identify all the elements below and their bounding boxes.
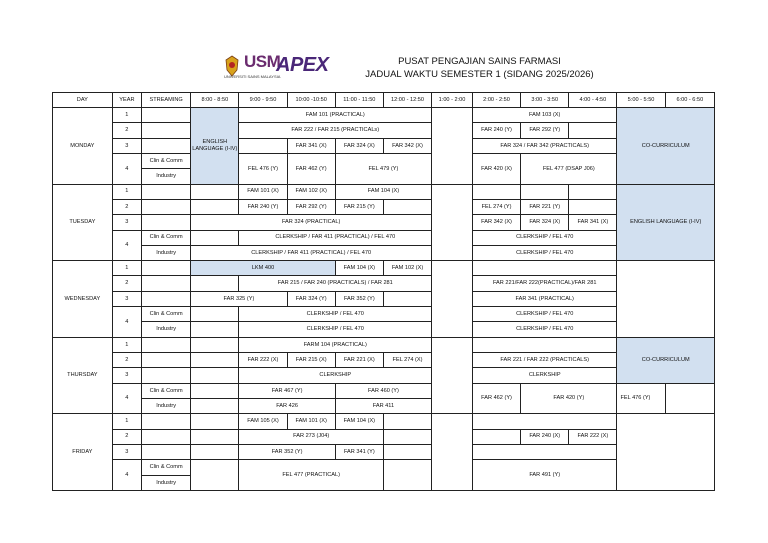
tuesday-year3-row bbox=[53, 215, 715, 230]
thursday-year2-row bbox=[53, 353, 715, 368]
empty-cell bbox=[191, 337, 239, 352]
thursday-year1-row bbox=[53, 337, 715, 352]
friday-year1-row bbox=[53, 414, 715, 429]
stream-cell bbox=[142, 276, 191, 291]
class-cell: FAR 222 (X) bbox=[239, 353, 287, 368]
day-label: THURSDAY bbox=[53, 337, 113, 414]
empty-cell bbox=[472, 337, 617, 352]
tuesday-year1-row bbox=[53, 184, 715, 199]
empty-cell bbox=[191, 460, 239, 491]
class-cell: FARM 104 (PRACTICAL) bbox=[239, 337, 432, 352]
col-header: 12:00 - 12:50 bbox=[383, 93, 431, 108]
class-cell: CLERKSHIP bbox=[239, 368, 432, 383]
class-cell: FAM 101 (X) bbox=[287, 414, 335, 429]
col-header: 10:00 -10:50 bbox=[287, 93, 335, 108]
lunch-cell bbox=[432, 337, 473, 414]
empty-cell bbox=[191, 230, 239, 245]
class-cell: FAM 104 (X) bbox=[335, 414, 383, 429]
class-cell: FEL 479 (Y) bbox=[335, 153, 431, 184]
class-cell: FEL 274 (X) bbox=[383, 353, 431, 368]
empty-cell bbox=[472, 184, 520, 199]
col-header: 1:00 - 2:00 bbox=[432, 93, 473, 108]
class-cell: FAR 221 / FAR 222 (PRACTICALS) bbox=[472, 353, 617, 368]
col-header: 2:00 - 2:50 bbox=[472, 93, 520, 108]
lunch-cell bbox=[432, 108, 473, 185]
class-cell: FAR 215 (Y) bbox=[335, 199, 383, 214]
stream-cell: Industry bbox=[142, 475, 191, 491]
stream-cell bbox=[142, 199, 191, 214]
class-cell: FAR 215 / FAR 240 (PRACTICALS) / FAR 281 bbox=[239, 276, 432, 291]
class-cell: FAR 325 (Y) bbox=[191, 291, 287, 306]
wednesday-year3-row bbox=[53, 291, 715, 306]
year-cell: 1 bbox=[112, 108, 141, 123]
class-cell: CLERKSHIP / FAR 411 (PRACTICAL) / FEL 470 bbox=[191, 245, 432, 260]
year-cell: 4 bbox=[112, 307, 141, 338]
english-language-block: ENGLISH LANGUAGE (I-IV) bbox=[191, 108, 239, 185]
stream-cell bbox=[142, 123, 191, 138]
empty-cell bbox=[191, 307, 239, 322]
class-cell: FAR 292 (Y) bbox=[287, 199, 335, 214]
logos bbox=[220, 52, 345, 84]
tuesday-year4-industry-row bbox=[53, 245, 715, 260]
friday-year4-clin-row bbox=[53, 460, 715, 475]
stream-cell bbox=[142, 414, 191, 429]
class-cell: FAM 104 (X) bbox=[335, 261, 383, 276]
class-cell: FAR 460 (Y) bbox=[335, 383, 431, 398]
stream-cell bbox=[142, 215, 191, 230]
empty-cell bbox=[191, 199, 239, 214]
col-header: 9:00 - 9:50 bbox=[239, 93, 287, 108]
year-cell: 3 bbox=[112, 368, 141, 383]
class-cell: CLERKSHIP / FEL 470 bbox=[472, 230, 617, 245]
class-cell: CLERKSHIP / FEL 470 bbox=[239, 307, 432, 322]
empty-cell bbox=[617, 261, 715, 338]
class-cell: FAR 491 (Y) bbox=[472, 460, 617, 491]
class-cell: FEL 477 (PRACTICAL) bbox=[239, 460, 384, 491]
class-cell: FAM 102 (X) bbox=[287, 184, 335, 199]
stream-cell: Clin & Comm bbox=[142, 383, 191, 398]
wednesday-year4-industry-row bbox=[53, 322, 715, 337]
stream-cell: Clin & Comm bbox=[142, 230, 191, 245]
year-cell: 4 bbox=[112, 153, 141, 184]
year-cell: 3 bbox=[112, 444, 141, 459]
tuesday-year4-clin-row bbox=[53, 230, 715, 245]
stream-cell bbox=[142, 261, 191, 276]
stream-cell bbox=[142, 184, 191, 199]
class-cell: FAR 352 (Y) bbox=[239, 444, 335, 459]
class-cell: FAR 420 (X) bbox=[472, 153, 520, 184]
class-cell: FAR 341 (X) bbox=[569, 215, 617, 230]
empty-cell bbox=[472, 414, 617, 429]
empty-cell bbox=[191, 398, 239, 413]
wednesday-year2-row bbox=[53, 276, 715, 291]
empty-cell bbox=[191, 414, 239, 429]
class-cell: FEL 477 (DSAP J06) bbox=[521, 153, 617, 184]
class-cell: FAR 324 (X) bbox=[335, 138, 383, 153]
class-cell: CLERKSHIP / FAR 411 (PRACTICAL) / FEL 470 bbox=[239, 230, 432, 245]
class-cell: FEL 274 (Y) bbox=[472, 199, 520, 214]
monday-year1-row bbox=[53, 108, 715, 123]
day-label: WEDNESDAY bbox=[53, 261, 113, 338]
col-header: YEAR bbox=[112, 93, 141, 108]
class-cell: FAR 324 (Y) bbox=[287, 291, 335, 306]
year-cell: 2 bbox=[112, 199, 141, 214]
empty-cell bbox=[191, 276, 239, 291]
day-label: FRIDAY bbox=[53, 414, 113, 491]
class-cell: FEL 476 (Y) bbox=[617, 383, 665, 414]
year-cell: 2 bbox=[112, 429, 141, 444]
class-cell: FAR 467 (Y) bbox=[239, 383, 335, 398]
year-cell: 2 bbox=[112, 123, 141, 138]
empty-cell bbox=[569, 199, 617, 214]
year-cell: 1 bbox=[112, 261, 141, 276]
empty-cell bbox=[191, 444, 239, 459]
class-cell: CLERKSHIP / FEL 470 bbox=[472, 322, 617, 337]
class-cell: FAR 292 (Y) bbox=[521, 123, 569, 138]
class-cell: FAR 411 bbox=[335, 398, 431, 413]
lunch-cell bbox=[432, 261, 473, 338]
year-cell: 3 bbox=[112, 291, 141, 306]
class-cell: FAR 221/FAR 222(PRACTICAL)/FAR 281 bbox=[472, 276, 617, 291]
day-label: MONDAY bbox=[53, 108, 113, 185]
stream-cell: Clin & Comm bbox=[142, 153, 191, 168]
year-cell: 4 bbox=[112, 460, 141, 491]
class-cell: FAR 221 (Y) bbox=[521, 199, 569, 214]
class-cell: FAR 222 (X) bbox=[569, 429, 617, 444]
class-cell: FAR 420 (Y) bbox=[521, 383, 617, 414]
class-cell: FAR 222 / FAR 215 (PRACTICALs) bbox=[239, 123, 432, 138]
class-cell: FAR 324 (X) bbox=[521, 215, 569, 230]
class-cell: FAR 426 bbox=[239, 398, 335, 413]
class-cell: FAR 341 (X) bbox=[287, 138, 335, 153]
class-cell: FAR 342 (X) bbox=[383, 138, 431, 153]
stream-cell bbox=[142, 368, 191, 383]
col-header: DAY bbox=[53, 93, 113, 108]
class-cell: FAR 240 (Y) bbox=[239, 199, 287, 214]
empty-cell bbox=[665, 383, 714, 414]
empty-cell bbox=[617, 414, 715, 491]
class-cell: FAR 240 (X) bbox=[521, 429, 569, 444]
empty-cell bbox=[569, 123, 617, 138]
stream-cell: Industry bbox=[142, 398, 191, 413]
class-cell: FAM 101 (X) bbox=[239, 184, 287, 199]
wednesday-year1-row bbox=[53, 261, 715, 276]
empty-cell bbox=[191, 184, 239, 199]
stream-cell bbox=[142, 429, 191, 444]
empty-cell bbox=[383, 429, 431, 444]
class-cell: CLERKSHIP / FEL 470 bbox=[472, 245, 617, 260]
stream-cell: Clin & Comm bbox=[142, 460, 191, 475]
class-cell: FAR 324 / FAR 342 (PRACTICALS) bbox=[472, 138, 617, 153]
monday-year3-row bbox=[53, 138, 715, 153]
col-header: 4:00 - 4:50 bbox=[569, 93, 617, 108]
col-header: 11:00 - 11:50 bbox=[335, 93, 383, 108]
lunch-cell bbox=[432, 184, 473, 261]
class-cell: FAR 341 (PRACTICAL) bbox=[472, 291, 617, 306]
stream-cell bbox=[142, 138, 191, 153]
empty-cell bbox=[239, 138, 287, 153]
class-cell: FAR 462 (Y) bbox=[287, 153, 335, 184]
class-cell: FAM 105 (X) bbox=[239, 414, 287, 429]
thursday-year4-clin-row bbox=[53, 383, 715, 398]
stream-cell: Industry bbox=[142, 322, 191, 337]
col-header: STREAMING bbox=[142, 93, 191, 108]
cocurriculum-block: CO-CURRICULUM bbox=[617, 108, 715, 185]
year-cell: 3 bbox=[112, 215, 141, 230]
year-cell: 4 bbox=[112, 383, 141, 414]
class-cell: FAM 103 (X) bbox=[472, 108, 617, 123]
usm-subtitle: UNIVERSITI SAINS MALAYSIA bbox=[224, 74, 281, 79]
col-header: 6:00 - 6:50 bbox=[665, 93, 714, 108]
class-cell: FEL 476 (Y) bbox=[239, 153, 287, 184]
class-cell: FAR 273 (J04) bbox=[239, 429, 384, 444]
stream-cell bbox=[142, 108, 191, 123]
class-cell: FAM 104 (X) bbox=[335, 184, 431, 199]
header-row bbox=[53, 93, 715, 108]
empty-cell bbox=[472, 444, 617, 459]
empty-cell bbox=[191, 353, 239, 368]
class-cell: FAR 342 (X) bbox=[472, 215, 520, 230]
stream-cell: Industry bbox=[142, 169, 191, 184]
empty-cell bbox=[383, 444, 431, 459]
empty-cell bbox=[521, 184, 569, 199]
year-cell: 4 bbox=[112, 230, 141, 261]
class-cell: FAR 221 (X) bbox=[335, 353, 383, 368]
english-language-block: ENGLISH LANGUAGE (I-IV) bbox=[617, 184, 715, 261]
col-header: 5:00 - 5:50 bbox=[617, 93, 665, 108]
empty-cell bbox=[569, 184, 617, 199]
class-cell: CLERKSHIP / FEL 470 bbox=[239, 322, 432, 337]
day-label: TUESDAY bbox=[53, 184, 113, 261]
year-cell: 2 bbox=[112, 353, 141, 368]
class-cell: FAM 102 (X) bbox=[383, 261, 431, 276]
class-cell: CLERKSHIP bbox=[472, 368, 617, 383]
empty-cell bbox=[383, 460, 431, 491]
col-header: 8:00 - 8:50 bbox=[191, 93, 239, 108]
stream-cell: Industry bbox=[142, 245, 191, 260]
empty-cell bbox=[191, 322, 239, 337]
empty-cell bbox=[472, 261, 617, 276]
class-cell: CLERKSHIP / FEL 470 bbox=[472, 307, 617, 322]
class-cell: FAR 462 (Y) bbox=[472, 383, 520, 414]
friday-year2-row bbox=[53, 429, 715, 444]
class-cell: FAR 341 (Y) bbox=[335, 444, 383, 459]
class-cell: FAR 324 (PRACTICAL) bbox=[191, 215, 432, 230]
cocurriculum-block: CO-CURRICULUM bbox=[617, 337, 715, 383]
empty-cell bbox=[191, 429, 239, 444]
year-cell: 1 bbox=[112, 337, 141, 352]
apex-logo: APEX bbox=[276, 54, 329, 76]
tuesday-year2-row bbox=[53, 199, 715, 214]
class-cell: FAR 240 (Y) bbox=[472, 123, 520, 138]
lunch-cell bbox=[432, 414, 473, 491]
title-line-2: JADUAL WAKTU SEMESTER 1 (SIDANG 2025/2026) bbox=[365, 69, 594, 80]
year-cell: 3 bbox=[112, 138, 141, 153]
class-cell: FAM 101 (PRACTICAL) bbox=[239, 108, 432, 123]
monday-year4-clin-row bbox=[53, 153, 715, 168]
friday-year3-row bbox=[53, 444, 715, 459]
empty-cell bbox=[383, 291, 431, 306]
empty-cell bbox=[191, 383, 239, 398]
title-line-1: PUSAT PENGAJIAN SAINS FARMASI bbox=[398, 56, 561, 67]
wednesday-year4-clin-row bbox=[53, 307, 715, 322]
monday-year2-row bbox=[53, 123, 715, 138]
stream-cell bbox=[142, 337, 191, 352]
class-cell: FAR 215 (X) bbox=[287, 353, 335, 368]
usm-logo: USM bbox=[244, 52, 281, 71]
empty-cell bbox=[191, 368, 239, 383]
thursday-year3-row bbox=[53, 368, 715, 383]
lkm-block: LKM 400 bbox=[191, 261, 336, 276]
col-header: 3:00 - 3:50 bbox=[521, 93, 569, 108]
empty-cell bbox=[383, 199, 431, 214]
timetable bbox=[52, 92, 715, 491]
empty-cell bbox=[383, 414, 431, 429]
stream-cell bbox=[142, 291, 191, 306]
empty-cell bbox=[472, 429, 520, 444]
year-cell: 1 bbox=[112, 414, 141, 429]
year-cell: 1 bbox=[112, 184, 141, 199]
stream-cell: Clin & Comm bbox=[142, 307, 191, 322]
stream-cell bbox=[142, 353, 191, 368]
year-cell: 2 bbox=[112, 276, 141, 291]
page-title bbox=[352, 55, 607, 81]
class-cell: FAR 352 (Y) bbox=[335, 291, 383, 306]
stream-cell bbox=[142, 444, 191, 459]
